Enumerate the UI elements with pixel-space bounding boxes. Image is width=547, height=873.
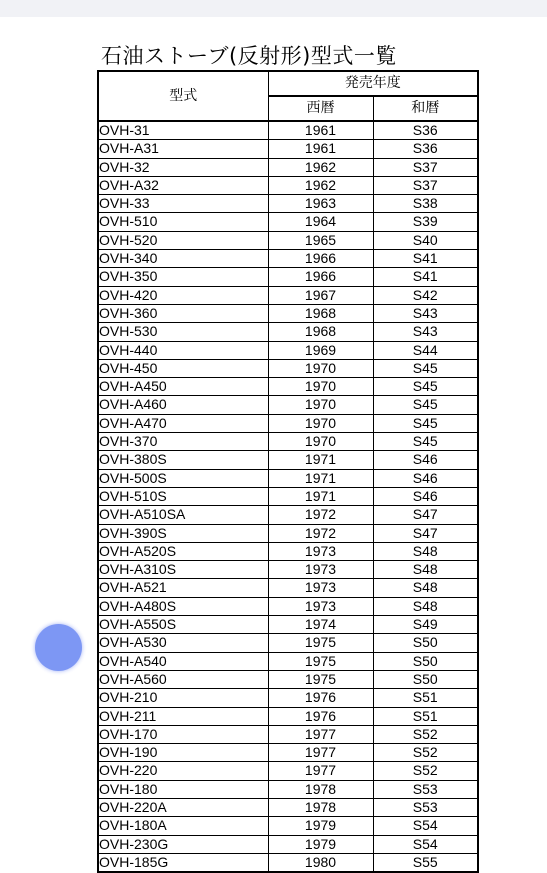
western-year-cell: 1972 (268, 506, 373, 524)
western-year-cell: 1973 (268, 597, 373, 615)
model-cell: OVH-170 (98, 725, 268, 743)
table-row (98, 359, 478, 377)
western-year-cell: 1962 (268, 176, 373, 194)
japanese-era-cell: S54 (373, 835, 478, 853)
japanese-era-cell: S38 (373, 195, 478, 213)
model-cell: OVH-450 (98, 359, 268, 377)
table-row (98, 176, 478, 194)
western-year-cell: 1970 (268, 378, 373, 396)
japanese-era-cell: S50 (373, 652, 478, 670)
model-cell: OVH-A540 (98, 652, 268, 670)
western-year-cell: 1979 (268, 817, 373, 835)
japanese-era-cell: S50 (373, 670, 478, 688)
western-year-cell: 1977 (268, 725, 373, 743)
japanese-era-cell: S48 (373, 561, 478, 579)
model-cell: OVH-510 (98, 213, 268, 231)
table-row (98, 140, 478, 158)
japanese-era-cell: S48 (373, 597, 478, 615)
table-row (98, 853, 478, 872)
model-cell: OVH-A310S (98, 561, 268, 579)
table-row (98, 213, 478, 231)
western-year-cell: 1971 (268, 487, 373, 505)
table-row (98, 561, 478, 579)
japanese-era-cell: S45 (373, 396, 478, 414)
japanese-era-cell: S45 (373, 414, 478, 432)
model-cell: OVH-370 (98, 433, 268, 451)
model-cell: OVH-A560 (98, 670, 268, 688)
japanese-era-cell: S48 (373, 579, 478, 597)
table-row (98, 780, 478, 798)
japanese-era-cell: S49 (373, 616, 478, 634)
model-cell: OVH-360 (98, 304, 268, 322)
table-row (98, 414, 478, 432)
japanese-era-cell: S45 (373, 433, 478, 451)
western-year-cell: 1978 (268, 780, 373, 798)
header-release-year: 発売年度 (268, 71, 478, 96)
table-row (98, 689, 478, 707)
japanese-era-cell: S52 (373, 725, 478, 743)
table-body (98, 121, 478, 872)
table-row (98, 341, 478, 359)
western-year-cell: 1976 (268, 707, 373, 725)
model-cell: OVH-350 (98, 268, 268, 286)
western-year-cell: 1970 (268, 414, 373, 432)
table-row (98, 634, 478, 652)
western-year-cell: 1970 (268, 433, 373, 451)
model-cell: OVH-180 (98, 780, 268, 798)
table-row (98, 158, 478, 176)
model-cell: OVH-380S (98, 451, 268, 469)
model-cell: OVH-340 (98, 250, 268, 268)
japanese-era-cell: S46 (373, 469, 478, 487)
stove-model-table (97, 70, 479, 873)
japanese-era-cell: S44 (373, 341, 478, 359)
japanese-era-cell: S51 (373, 707, 478, 725)
touch-indicator (35, 624, 82, 671)
table-row (98, 597, 478, 615)
western-year-cell: 1967 (268, 286, 373, 304)
table-row (98, 707, 478, 725)
japanese-era-cell: S45 (373, 378, 478, 396)
model-cell: OVH-A520S (98, 542, 268, 560)
western-year-cell: 1973 (268, 579, 373, 597)
western-year-cell: 1968 (268, 323, 373, 341)
model-cell: OVH-A460 (98, 396, 268, 414)
table-row (98, 121, 478, 140)
western-year-cell: 1971 (268, 451, 373, 469)
model-cell: OVH-180A (98, 817, 268, 835)
table-row (98, 524, 478, 542)
table-row (98, 286, 478, 304)
japanese-era-cell: S47 (373, 506, 478, 524)
model-cell: OVH-33 (98, 195, 268, 213)
western-year-cell: 1975 (268, 652, 373, 670)
japanese-era-cell: S37 (373, 158, 478, 176)
japanese-era-cell: S53 (373, 798, 478, 816)
model-cell: OVH-A470 (98, 414, 268, 432)
table-row (98, 835, 478, 853)
table-row (98, 378, 478, 396)
japanese-era-cell: S40 (373, 231, 478, 249)
model-cell: OVH-A31 (98, 140, 268, 158)
model-cell: OVH-220A (98, 798, 268, 816)
table-row (98, 195, 478, 213)
western-year-cell: 1980 (268, 853, 373, 872)
model-cell: OVH-A510SA (98, 506, 268, 524)
japanese-era-cell: S36 (373, 140, 478, 158)
japanese-era-cell: S50 (373, 634, 478, 652)
header-western-year: 西暦 (268, 96, 373, 121)
table-row (98, 487, 478, 505)
model-cell: OVH-190 (98, 744, 268, 762)
top-bar (0, 0, 547, 17)
western-year-cell: 1968 (268, 304, 373, 322)
western-year-cell: 1966 (268, 268, 373, 286)
western-year-cell: 1970 (268, 359, 373, 377)
header-japanese-era: 和暦 (373, 96, 478, 121)
western-year-cell: 1978 (268, 798, 373, 816)
japanese-era-cell: S41 (373, 268, 478, 286)
model-cell: OVH-31 (98, 121, 268, 140)
model-cell: OVH-185G (98, 853, 268, 872)
table-row (98, 542, 478, 560)
table-row (98, 579, 478, 597)
model-cell: OVH-A32 (98, 176, 268, 194)
japanese-era-cell: S42 (373, 286, 478, 304)
table-row (98, 451, 478, 469)
western-year-cell: 1971 (268, 469, 373, 487)
japanese-era-cell: S48 (373, 542, 478, 560)
table-row (98, 616, 478, 634)
table-row (98, 268, 478, 286)
model-cell: OVH-A521 (98, 579, 268, 597)
model-cell: OVH-32 (98, 158, 268, 176)
japanese-era-cell: S52 (373, 762, 478, 780)
japanese-era-cell: S46 (373, 451, 478, 469)
table-row (98, 652, 478, 670)
western-year-cell: 1977 (268, 744, 373, 762)
western-year-cell: 1964 (268, 213, 373, 231)
table-row (98, 817, 478, 835)
western-year-cell: 1974 (268, 616, 373, 634)
header-model: 型式 (98, 71, 268, 121)
japanese-era-cell: S47 (373, 524, 478, 542)
table-row (98, 506, 478, 524)
japanese-era-cell: S36 (373, 121, 478, 140)
western-year-cell: 1973 (268, 542, 373, 560)
western-year-cell: 1961 (268, 121, 373, 140)
japanese-era-cell: S45 (373, 359, 478, 377)
model-cell: OVH-510S (98, 487, 268, 505)
western-year-cell: 1975 (268, 634, 373, 652)
japanese-era-cell: S43 (373, 323, 478, 341)
japanese-era-cell: S52 (373, 744, 478, 762)
western-year-cell: 1977 (268, 762, 373, 780)
japanese-era-cell: S37 (373, 176, 478, 194)
japanese-era-cell: S43 (373, 304, 478, 322)
table-row (98, 231, 478, 249)
japanese-era-cell: S46 (373, 487, 478, 505)
western-year-cell: 1965 (268, 231, 373, 249)
japanese-era-cell: S55 (373, 853, 478, 872)
japanese-era-cell: S39 (373, 213, 478, 231)
model-cell: OVH-520 (98, 231, 268, 249)
table-row (98, 725, 478, 743)
japanese-era-cell: S51 (373, 689, 478, 707)
model-cell: OVH-210 (98, 689, 268, 707)
table-row (98, 670, 478, 688)
page-title: 石油ストーブ(反射形)型式一覧 (101, 44, 397, 68)
western-year-cell: 1962 (268, 158, 373, 176)
japanese-era-cell: S54 (373, 817, 478, 835)
western-year-cell: 1973 (268, 561, 373, 579)
model-cell: OVH-A450 (98, 378, 268, 396)
model-cell: OVH-500S (98, 469, 268, 487)
western-year-cell: 1979 (268, 835, 373, 853)
model-cell: OVH-390S (98, 524, 268, 542)
western-year-cell: 1970 (268, 396, 373, 414)
table-row (98, 250, 478, 268)
table-row (98, 396, 478, 414)
western-year-cell: 1972 (268, 524, 373, 542)
table-row (98, 798, 478, 816)
table-row (98, 304, 478, 322)
table-row (98, 323, 478, 341)
western-year-cell: 1963 (268, 195, 373, 213)
table-row (98, 744, 478, 762)
western-year-cell: 1975 (268, 670, 373, 688)
western-year-cell: 1966 (268, 250, 373, 268)
table-row (98, 469, 478, 487)
japanese-era-cell: S53 (373, 780, 478, 798)
table-row (98, 433, 478, 451)
model-cell: OVH-440 (98, 341, 268, 359)
table-row (98, 762, 478, 780)
model-cell: OVH-220 (98, 762, 268, 780)
model-cell: OVH-A480S (98, 597, 268, 615)
model-cell: OVH-230G (98, 835, 268, 853)
model-cell: OVH-530 (98, 323, 268, 341)
western-year-cell: 1976 (268, 689, 373, 707)
model-cell: OVH-420 (98, 286, 268, 304)
western-year-cell: 1969 (268, 341, 373, 359)
model-cell: OVH-A550S (98, 616, 268, 634)
western-year-cell: 1961 (268, 140, 373, 158)
japanese-era-cell: S41 (373, 250, 478, 268)
model-cell: OVH-A530 (98, 634, 268, 652)
model-cell: OVH-211 (98, 707, 268, 725)
